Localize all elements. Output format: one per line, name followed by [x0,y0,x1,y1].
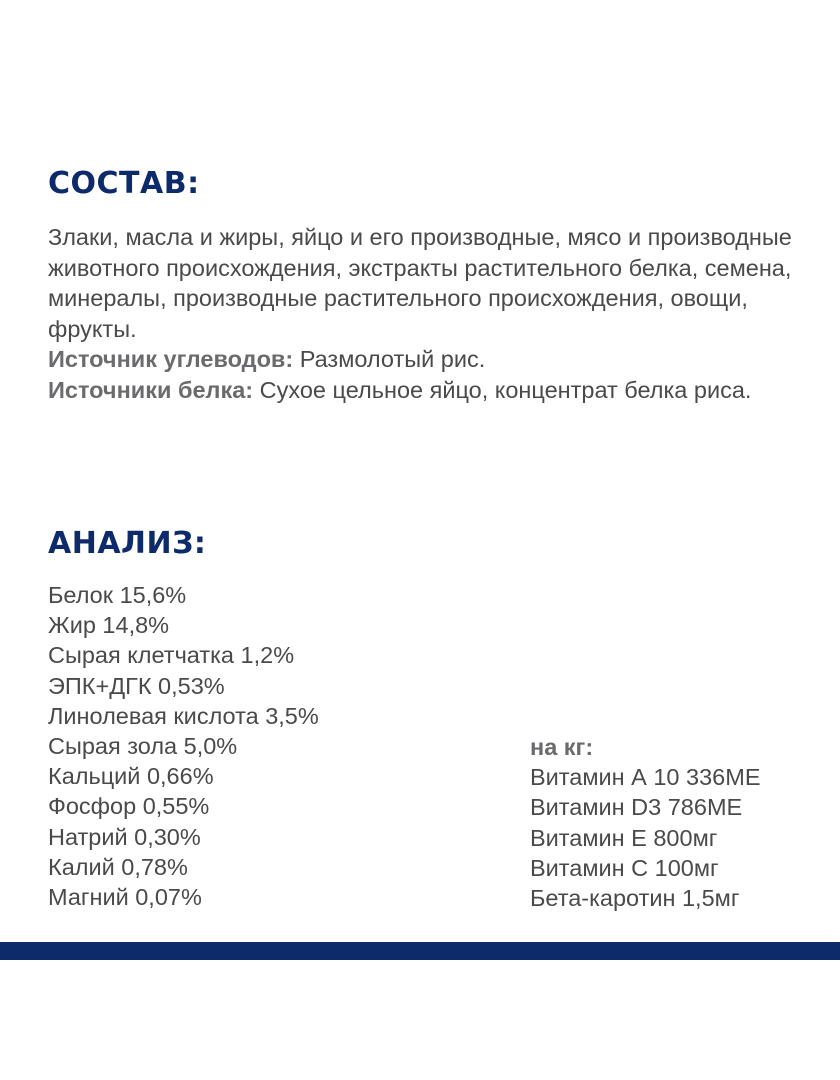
per-kg-section [530,732,761,913]
per-kg-item: Витамин А 10 336МЕ [530,764,761,791]
protein-source-line [48,375,808,406]
analysis-item: Магний 0,07% [48,884,202,911]
analysis-item: Кальций 0,66% [48,763,214,790]
analysis-item: Натрий 0,30% [48,823,201,850]
analysis-item: Линолевая кислота 3,5% [48,702,319,729]
protein-source-value: Сухое цельное яйцо, концентрат белка риса. [253,376,752,403]
analysis-list [48,580,319,912]
per-kg-item: Бета-каротин 1,5мг [530,885,740,912]
analysis-item: Фосфор 0,55% [48,793,210,820]
carb-source-value: Размолотый рис. [293,346,486,372]
composition-text [48,222,808,405]
analysis-heading: АНАЛИЗ: [48,526,207,561]
per-kg-item: Витамин С 100мг [530,854,719,881]
analysis-item: Калий 0,78% [48,853,188,880]
analysis-item: ЭПК+ДГК 0,53% [48,672,225,699]
protein-source-label: Источники белка: [48,376,254,403]
carb-source-line [48,344,808,375]
analysis-item: Жир 14,8% [48,612,170,639]
composition-heading: СОСТАВ: [48,166,200,201]
ingredients-text: Злаки, масла и жиры, яйцо и его производные, мясо и производные животного происхождения, экстракты растительного белка, семена, минералы, производные растительного происхождения, овощи, фрукты. [48,224,792,342]
bottom-divider-bar [0,942,840,960]
carb-source-label: Источник углеводов: [48,346,294,372]
analysis-item: Сырая клетчатка 1,2% [48,642,295,669]
analysis-item: Белок 15,6% [48,582,187,608]
per-kg-title: на кг: [530,734,594,760]
per-kg-list [530,762,761,913]
per-kg-item: Витамин Е 800мг [530,824,718,851]
analysis-item: Сырая зола 5,0% [48,733,238,760]
per-kg-item: Витамин D3 786МЕ [530,794,743,821]
